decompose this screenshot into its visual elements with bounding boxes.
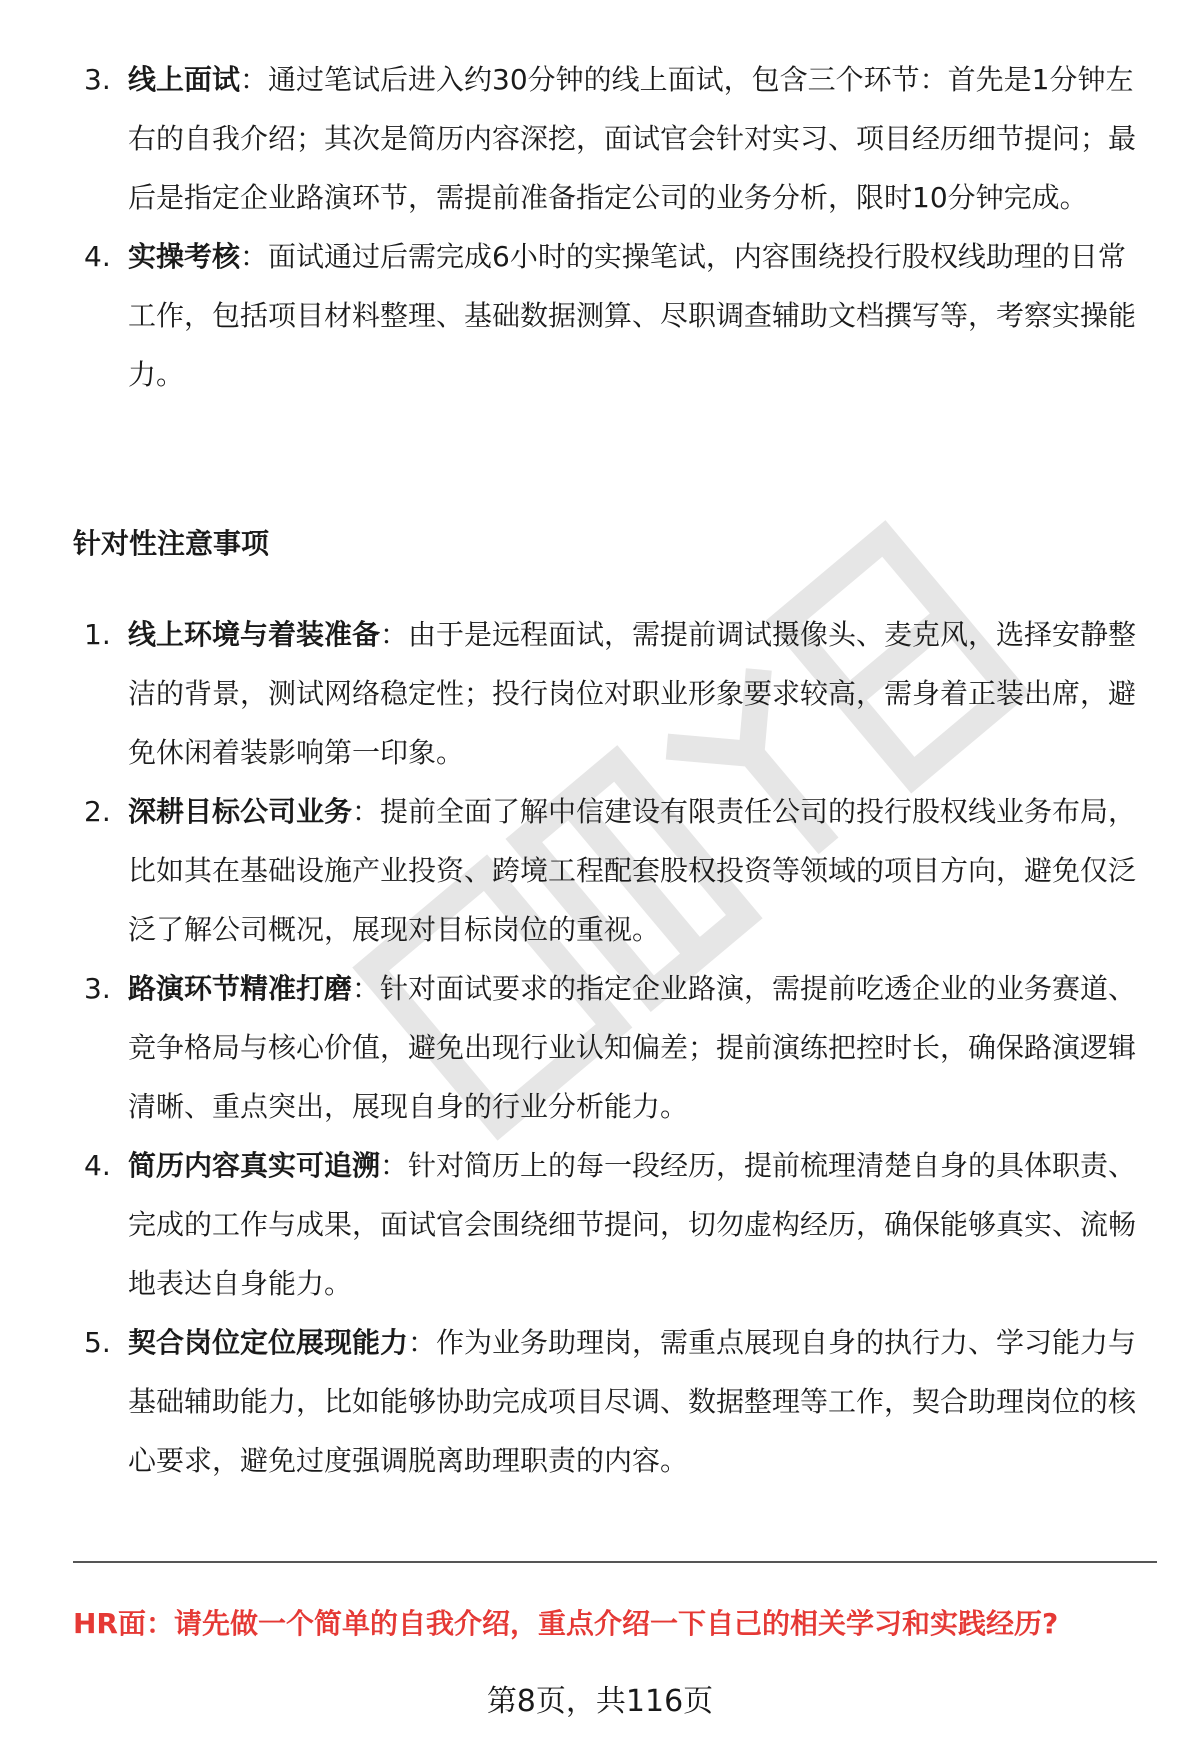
item-text: 针对面试要求的指定企业路演，需提前吃透企业的业务赛道、竞争格局与核心价值，避免出现行业认知偏差；提前演练把控时长，确保路演逻辑清晰、重点突出，展现自身的行业分析能力。 xyxy=(128,972,1137,1123)
list-item xyxy=(0,1136,1200,1313)
list-item xyxy=(0,227,1200,404)
item-term: 简历内容真实可追溯 xyxy=(128,1149,381,1182)
item-separator: ： xyxy=(352,972,381,1005)
item-separator: ： xyxy=(352,795,381,828)
item-term: 契合岗位定位展现能力 xyxy=(128,1326,409,1359)
item-separator: ： xyxy=(380,1149,409,1182)
item-term: 路演环节精准打磨 xyxy=(128,972,353,1005)
item-text: 由于是远程面试，需提前调试摄像头、麦克风，选择安静整洁的背景，测试网络稳定性；投行岗位对职业形象要求较高，需身着正装出席，避免休闲着装影响第一印象。 xyxy=(128,618,1137,769)
item-text: 作为业务助理岗，需重点展现自身的执行力、学习能力与基础辅助能力，比如能够协助完成项目尽调、数据整理等工作，契合助理岗位的核心要求，避免过度强调脱离助理职责的内容。 xyxy=(128,1326,1137,1477)
list-number: 2. xyxy=(84,795,111,828)
list-number: 3. xyxy=(84,63,111,96)
list-number: 3. xyxy=(84,972,111,1005)
section-title: 针对性注意事项 xyxy=(73,527,270,560)
list-item xyxy=(0,782,1200,959)
item-term: 实操考核 xyxy=(128,240,241,273)
item-separator: ： xyxy=(380,618,409,651)
item-separator: ： xyxy=(240,240,269,273)
notes-list xyxy=(0,605,1200,1490)
item-separator: ： xyxy=(240,63,269,96)
list-item xyxy=(0,959,1200,1136)
list-number: 4. xyxy=(84,1149,111,1182)
item-text: 面试通过后需完成6小时的实操笔试，内容围绕投行股权线助理的日常工作，包括项目材料整理、基础数据测算、尽职调查辅助文档撰写等，考察实操能力。 xyxy=(128,240,1137,391)
item-term: 深耕目标公司业务 xyxy=(128,795,353,828)
item-text: 针对简历上的每一段经历，提前梳理清楚自身的具体职责、完成的工作与成果，面试官会围绕细节提问，切勿虚构经历，确保能够真实、流畅地表达自身能力。 xyxy=(128,1149,1137,1300)
list-item xyxy=(0,50,1200,227)
list-number: 4. xyxy=(84,240,111,273)
list-number: 1. xyxy=(84,618,111,651)
list-item xyxy=(0,1313,1200,1490)
item-text: 提前全面了解中信建设有限责任公司的投行股权线业务布局，比如其在基础设施产业投资、跨境工程配套股权投资等领域的项目方向，避免仅泛泛了解公司概况，展现对目标岗位的重视。 xyxy=(128,795,1137,946)
item-separator: ： xyxy=(408,1326,437,1359)
item-term: 线上面试 xyxy=(128,63,241,96)
list-number: 5. xyxy=(84,1326,111,1359)
item-text: 通过笔试后进入约30分钟的线上面试，包含三个环节：首先是1分钟左右的自我介绍；其次是简历内容深挖，面试官会针对实习、项目经历细节提问；最后是指定企业路演环节，需提前准备指定公司的业务分析，限时10分钟完成。 xyxy=(128,63,1137,214)
item-term: 线上环境与着装准备 xyxy=(128,618,381,651)
interview-process-list xyxy=(0,50,1200,404)
page-number: 第8页，共116页 xyxy=(486,1684,714,1719)
hr-question: HR面：请先做一个简单的自我介绍，重点介绍一下自己的相关学习和实践经历? xyxy=(73,1607,1059,1640)
list-item xyxy=(0,605,1200,782)
divider xyxy=(73,1561,1157,1563)
